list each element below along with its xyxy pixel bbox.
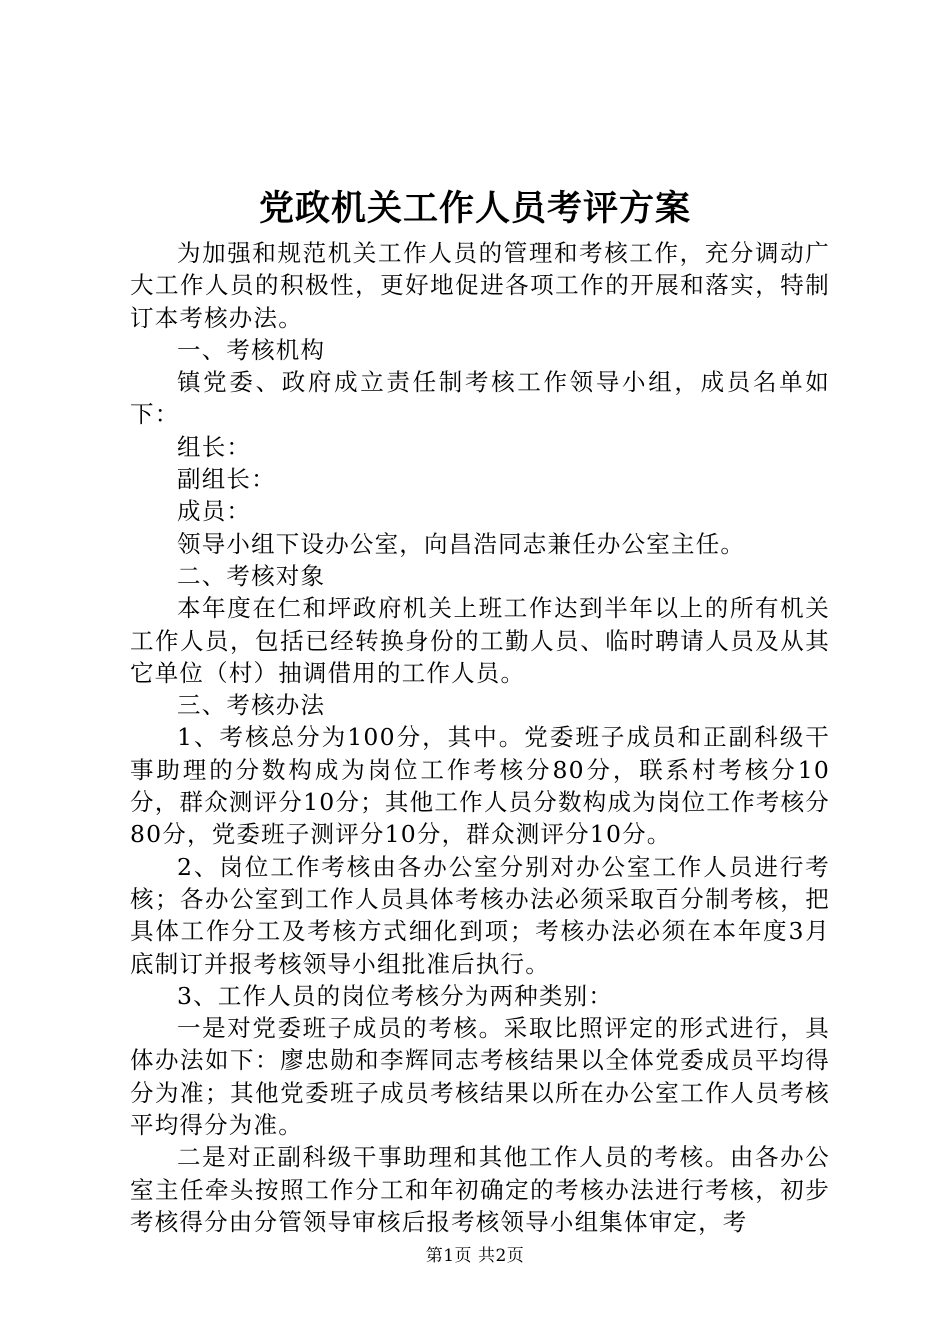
paragraph-members: 成员： [177,497,252,526]
paragraph-rule-3: 3、工作人员的岗位考核分为两种类别： [177,981,614,1010]
paragraph-targets: 本年度在仁和坪政府机关上班工作达到半年以上的所有机关工作人员，包括已经转换身份的工勤人员、临时聘请人员及从其它单位（村）抽调借用的工作人员。 [130,594,830,687]
section-heading-3: 三、考核办法 [177,691,326,720]
paragraph-rule-2: 2、岗位工作考核由各办公室分别对办公室工作人员进行考核；各办公室到工作人员具体考核办法必须采取百分制考核，把具体工作分工及考核方式细化到项；考核办法必须在本年度3月底制订并报考核领导小组批准后执行。 [130,852,830,978]
paragraph-rule-1: 1、考核总分为100分，其中。党委班子成员和正副科级干事助理的分数构成为岗位工作考核分80分，联系村考核分10分，群众测评分10分；其他工作人员分数构成为岗位工作考核分80分，党委班子测评分10分，群众测评分10分。 [130,723,830,849]
document-title: 党政机关工作人员考评方案 [258,188,691,229]
section-heading-2: 二、考核对象 [177,561,326,590]
paragraph-group: 镇党委、政府成立责任制考核工作领导小组，成员名单如下： [130,368,830,429]
document-body [130,237,830,1238]
paragraph-deputy-leader: 副组长： [177,465,276,494]
paragraph-office: 领导小组下设办公室，向昌浩同志兼任办公室主任。 [177,529,746,558]
paragraph-leader: 组长： [177,432,252,461]
page-footer: 第1页 共2页 [425,1246,525,1266]
section-heading-1: 一、考核机构 [177,335,326,364]
paragraph-intro: 为加强和规范机关工作人员的管理和考核工作，充分调动广大工作人员的积极性，更好地促进各项工作的开展和落实，特制订本考核办法。 [130,239,830,332]
paragraph-category-2: 二是对正副科级干事助理和其他工作人员的考核。由各办公室主任牵头按照工作分工和年初确定的考核办法进行考核，初步考核得分由分管领导审核后报考核领导小组集体审定，考 [130,1143,830,1236]
paragraph-category-1: 一是对党委班子成员的考核。采取比照评定的形式进行，具体办法如下：廖忠勋和李辉同志考核结果以全体党委成员平均得分为准；其他党委班子成员考核结果以所在办公室工作人员考核平均得分为准。 [130,1014,830,1140]
